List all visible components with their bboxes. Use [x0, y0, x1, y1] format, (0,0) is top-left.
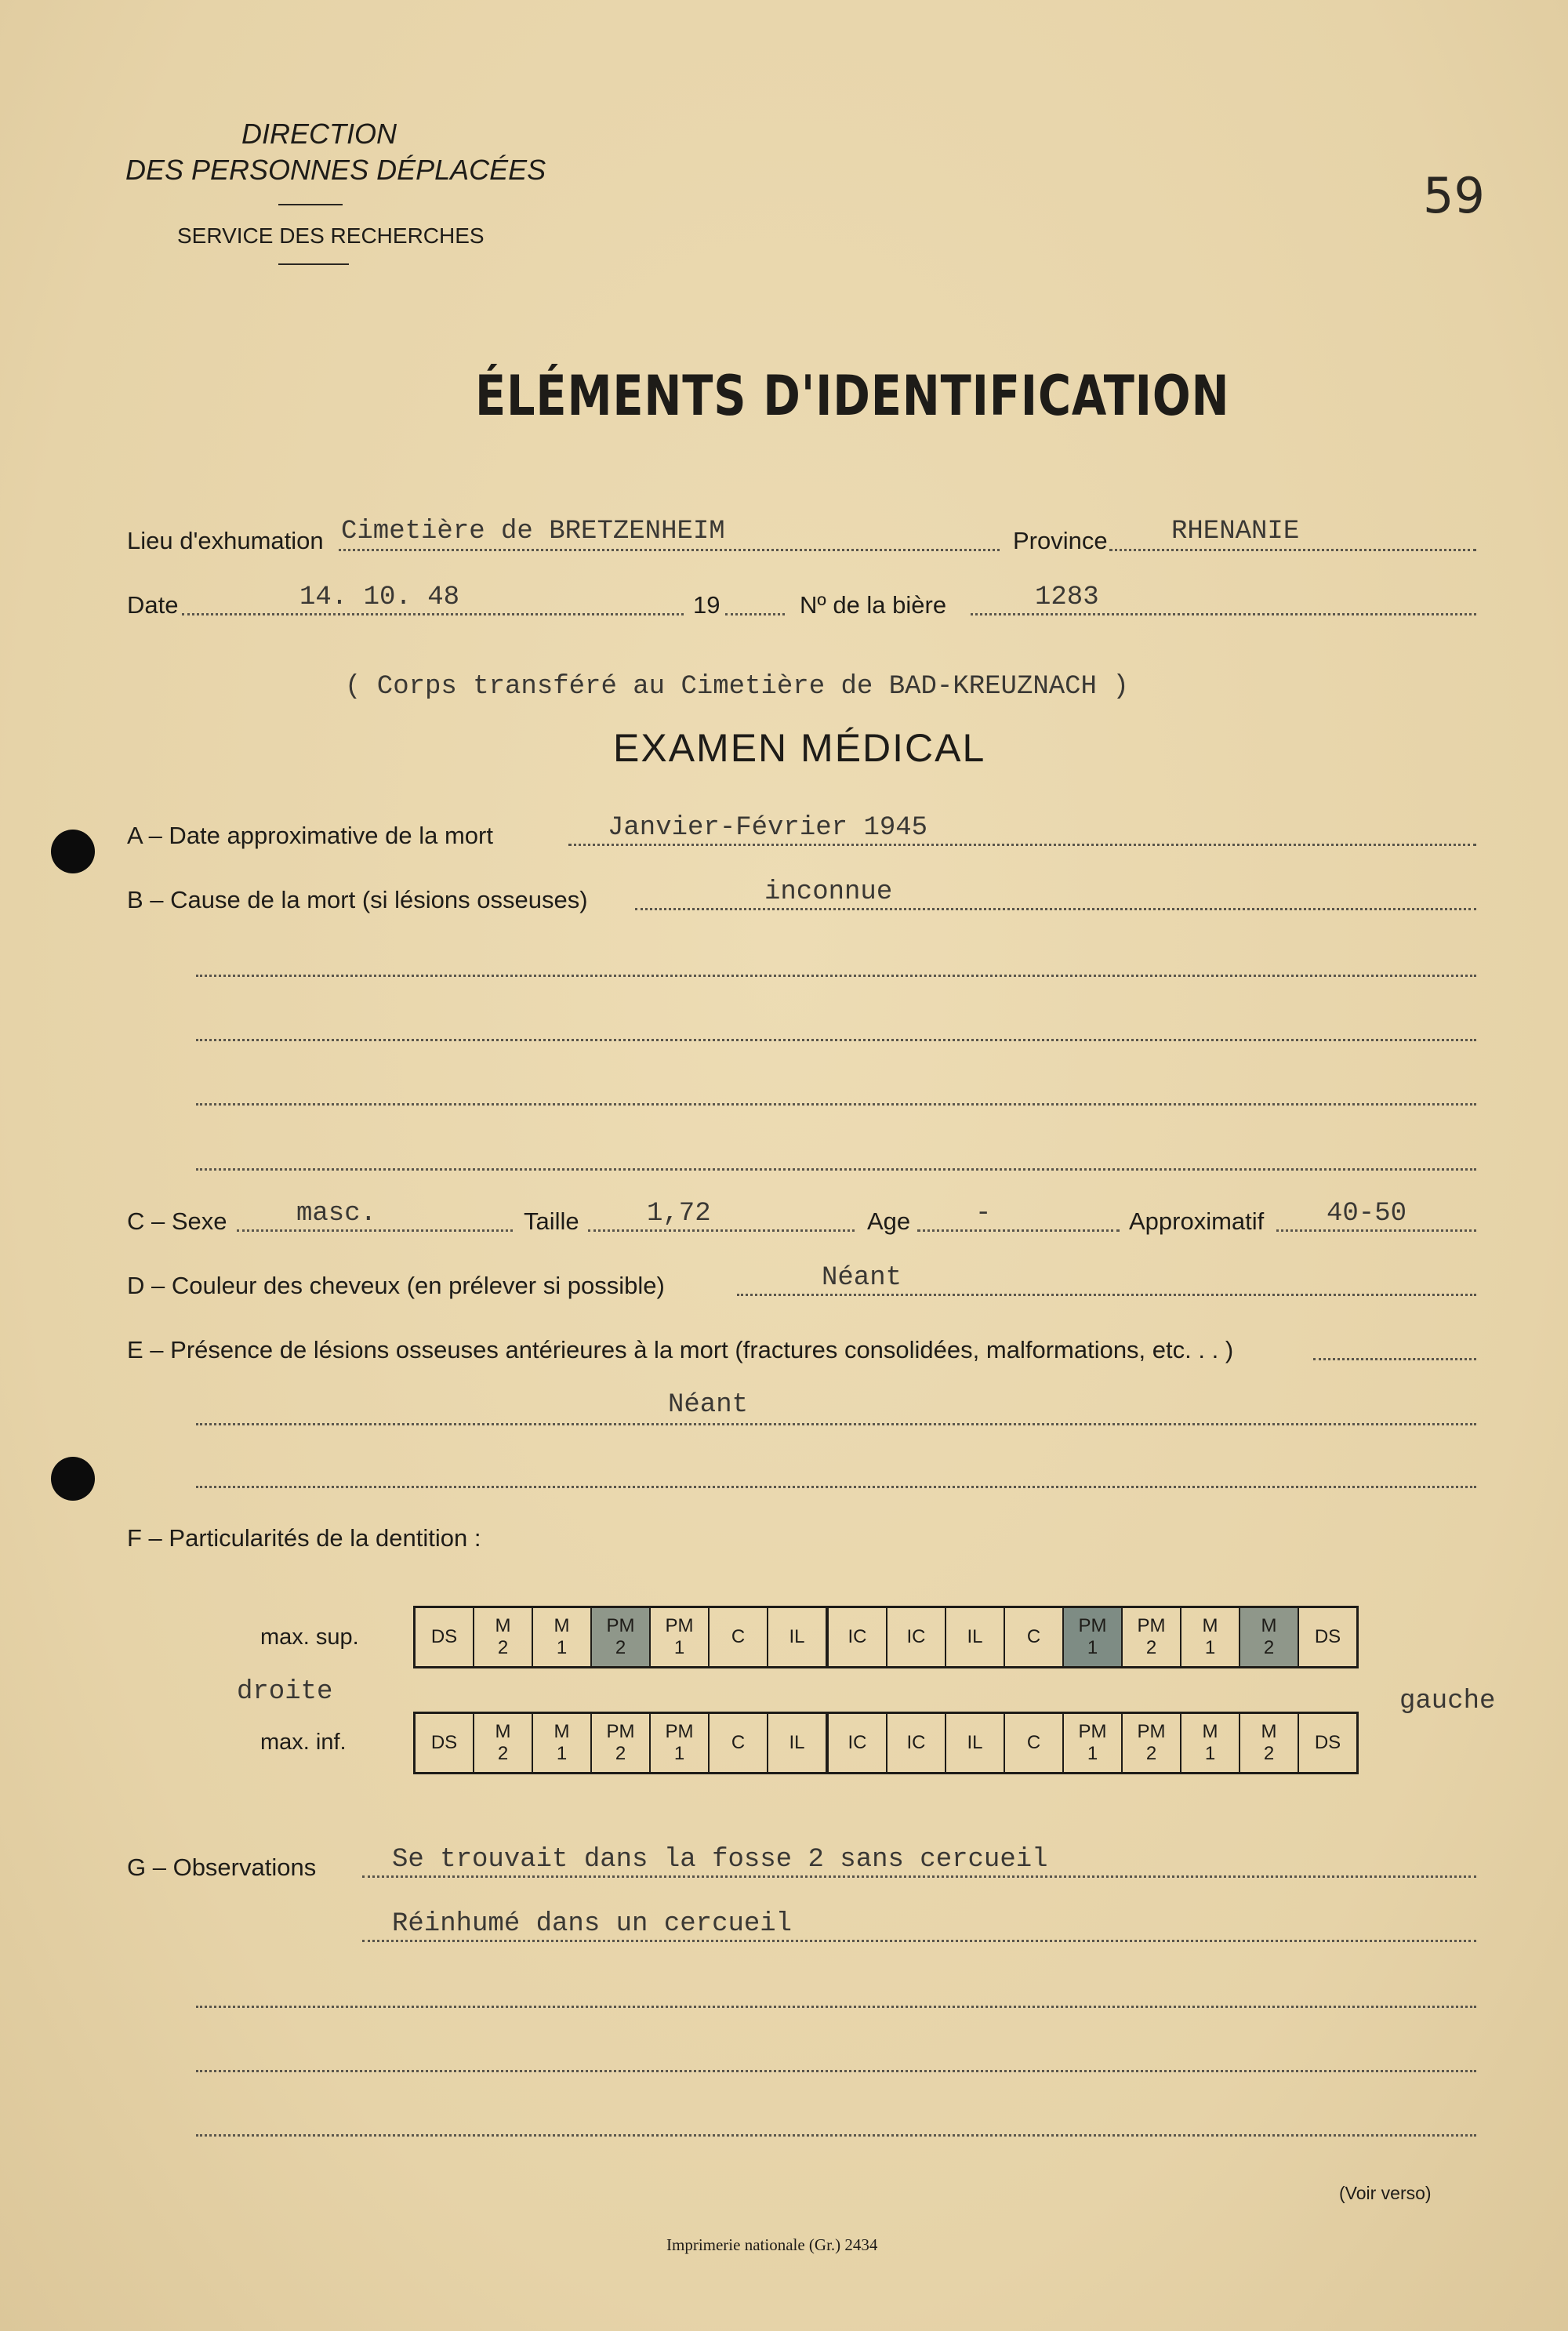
- a-date-mort-value: Janvier-Février 1945: [608, 813, 928, 843]
- tooth-lower-6: [709, 1713, 768, 1774]
- tooth-lower-3: [532, 1713, 591, 1774]
- tooth-type: M: [495, 1615, 511, 1636]
- b-extra-line-1: [196, 975, 1476, 977]
- tooth-number: 1: [1204, 1743, 1216, 1764]
- tooth-type: C: [1026, 1626, 1041, 1647]
- imprimerie-mark: Imprimerie nationale (Gr.) 2434: [666, 2235, 878, 2254]
- year-prefix: 19: [693, 591, 720, 619]
- page-number: 59: [1423, 167, 1485, 224]
- biere-label: Nº de la bière: [800, 591, 947, 619]
- tooth-lower-5: [650, 1713, 709, 1774]
- tooth-upper-10: [946, 1607, 1004, 1668]
- tooth-type: IC: [906, 1732, 926, 1753]
- tooth-number: 1: [673, 1743, 685, 1764]
- tooth-upper-13: [1122, 1607, 1181, 1668]
- biere-value: 1283: [1035, 583, 1099, 612]
- g-extra-line-2: [196, 2070, 1476, 2072]
- tooth-upper-14: [1181, 1607, 1240, 1668]
- g-extra-line-1: [196, 2006, 1476, 2008]
- g-extra-line-3: [196, 2134, 1476, 2137]
- transfer-note: ( Corps transféré au Cimetière de BAD-KREUZNACH ): [345, 672, 1129, 702]
- tooth-type: PM: [665, 1615, 694, 1636]
- tooth-type: PM: [606, 1615, 635, 1636]
- tooth-number: 2: [1263, 1743, 1275, 1764]
- tooth-lower-1: [415, 1713, 474, 1774]
- tooth-lower-8: [827, 1713, 887, 1774]
- tooth-lower-10: [946, 1713, 1004, 1774]
- lieu-line: [339, 549, 1000, 551]
- province-value: RHENANIE: [1171, 517, 1300, 546]
- date-line: [182, 613, 684, 615]
- page-title: ÉLÉMENTS D'IDENTIFICATION: [475, 364, 1230, 428]
- tooth-type: C: [731, 1732, 746, 1753]
- g-observations-label: G – Observations: [127, 1854, 317, 1881]
- d-cheveux-value: Néant: [822, 1263, 902, 1293]
- tooth-lower-4: [591, 1713, 650, 1774]
- taille-label: Taille: [524, 1207, 579, 1235]
- taille-value: 1,72: [647, 1199, 711, 1229]
- max-sup-label: max. sup.: [260, 1625, 359, 1650]
- tooth-type: DS: [1314, 1732, 1341, 1753]
- g-line-1: [362, 1875, 1476, 1878]
- tooth-upper-1: [415, 1607, 474, 1668]
- tooth-upper-4: [591, 1607, 650, 1668]
- tooth-number: 2: [1145, 1743, 1157, 1764]
- exam-title: EXAMEN MÉDICAL: [613, 726, 986, 770]
- tooth-type: PM: [606, 1721, 635, 1742]
- sexe-value: masc.: [296, 1199, 377, 1229]
- g-line-2: [362, 1940, 1476, 1942]
- header-personnes-deplacees: DES PERSONNES DÉPLACÉES: [125, 154, 546, 186]
- tooth-type: IL: [789, 1626, 805, 1647]
- header-rule-2: [278, 263, 349, 265]
- tooth-lower-15: [1240, 1713, 1298, 1774]
- year-line: [725, 613, 785, 615]
- tooth-number: 2: [497, 1637, 509, 1658]
- tooth-upper-7: [768, 1607, 827, 1668]
- g-observations-value-2: Réinhumé dans un cercueil: [392, 1909, 793, 1939]
- e-line: [1313, 1358, 1476, 1360]
- gauche-label: gauche: [1399, 1687, 1496, 1716]
- tooth-upper-8: [827, 1607, 887, 1668]
- tooth-upper-15: [1240, 1607, 1298, 1668]
- tooth-lower-16: [1298, 1713, 1358, 1774]
- tooth-lower-7: [768, 1713, 827, 1774]
- tooth-upper-16: [1298, 1607, 1358, 1668]
- approximatif-label: Approximatif: [1129, 1207, 1265, 1235]
- tooth-type: IL: [789, 1732, 805, 1753]
- tooth-number: 1: [556, 1743, 568, 1764]
- tooth-number: 2: [615, 1743, 626, 1764]
- a-date-mort-label: A – Date approximative de la mort: [127, 822, 493, 849]
- tooth-type: IC: [848, 1732, 867, 1753]
- tooth-type: C: [731, 1626, 746, 1647]
- c-sexe-label: C – Sexe: [127, 1207, 227, 1235]
- tooth-number: 2: [1145, 1637, 1157, 1658]
- tooth-lower-9: [887, 1713, 946, 1774]
- header-rule-1: [278, 204, 343, 205]
- b-cause-mort-label: B – Cause de la mort (si lésions osseuses): [127, 886, 588, 913]
- age-value: -: [975, 1199, 992, 1229]
- d-line: [737, 1294, 1476, 1296]
- tooth-upper-12: [1063, 1607, 1122, 1668]
- tooth-lower-13: [1122, 1713, 1181, 1774]
- tooth-type: M: [554, 1615, 570, 1636]
- tooth-type: IL: [967, 1732, 983, 1753]
- approximatif-line: [1276, 1229, 1476, 1232]
- voir-verso: (Voir verso): [1339, 2183, 1432, 2203]
- header-service: SERVICE DES RECHERCHES: [177, 223, 485, 248]
- province-label: Province: [1013, 527, 1108, 554]
- tooth-type: PM: [1137, 1721, 1166, 1742]
- tooth-type: M: [1261, 1615, 1277, 1636]
- b-extra-line-4: [196, 1168, 1476, 1171]
- tooth-number: 1: [673, 1637, 685, 1658]
- tooth-upper-2: [474, 1607, 532, 1668]
- g-observations-value-1: Se trouvait dans la fosse 2 sans cercueil: [392, 1845, 1048, 1875]
- age-line: [917, 1229, 1120, 1232]
- header-direction: DIRECTION: [241, 118, 397, 150]
- tooth-lower-12: [1063, 1713, 1122, 1774]
- tooth-type: DS: [430, 1732, 458, 1753]
- e-extra-line-1: [196, 1423, 1476, 1425]
- tooth-number: 1: [1087, 1637, 1098, 1658]
- punch-hole-top: [51, 830, 95, 873]
- tooth-number: 1: [1087, 1743, 1098, 1764]
- tooth-upper-6: [709, 1607, 768, 1668]
- e-lesions-value: Néant: [668, 1390, 749, 1420]
- approximatif-value: 40-50: [1327, 1199, 1407, 1229]
- tooth-type: M: [1202, 1721, 1218, 1742]
- tooth-type: DS: [430, 1626, 458, 1647]
- e-extra-line-2: [196, 1486, 1476, 1488]
- tooth-type: C: [1026, 1732, 1041, 1753]
- date-label: Date: [127, 591, 179, 619]
- tooth-upper-9: [887, 1607, 946, 1668]
- tooth-type: IC: [848, 1626, 867, 1647]
- tooth-lower-2: [474, 1713, 532, 1774]
- taille-line: [588, 1229, 855, 1232]
- tooth-upper-3: [532, 1607, 591, 1668]
- tooth-type: M: [495, 1721, 511, 1742]
- sexe-line: [237, 1229, 513, 1232]
- tooth-upper-11: [1004, 1607, 1063, 1668]
- tooth-number: 1: [1204, 1637, 1216, 1658]
- date-value: 14. 10. 48: [299, 583, 460, 612]
- tooth-type: PM: [1078, 1615, 1107, 1636]
- tooth-lower-11: [1004, 1713, 1063, 1774]
- b-line: [635, 908, 1476, 910]
- tooth-type: DS: [1314, 1626, 1341, 1647]
- d-cheveux-label: D – Couleur des cheveux (en prélever si possible): [127, 1272, 665, 1299]
- punch-hole-bottom: [51, 1457, 95, 1501]
- tooth-type: M: [1261, 1721, 1277, 1742]
- lieu-exhumation-value: Cimetière de BRETZENHEIM: [341, 517, 725, 546]
- b-extra-line-2: [196, 1039, 1476, 1041]
- dentition-lower-table: [413, 1712, 1359, 1774]
- tooth-type: M: [1202, 1615, 1218, 1636]
- tooth-type: IC: [906, 1626, 926, 1647]
- lieu-exhumation-label: Lieu d'exhumation: [127, 527, 324, 554]
- e-lesions-label: E – Présence de lésions osseuses antérieures à la mort (fractures consolidées, malformations, etc. . . ): [127, 1336, 1234, 1363]
- b-cause-mort-value: inconnue: [764, 877, 893, 907]
- max-inf-label: max. inf.: [260, 1730, 347, 1755]
- tooth-number: 2: [497, 1743, 509, 1764]
- f-dentition-label: F – Particularités de la dentition :: [127, 1524, 481, 1552]
- province-line: [1109, 549, 1476, 551]
- tooth-number: 1: [556, 1637, 568, 1658]
- age-label: Age: [867, 1207, 911, 1235]
- tooth-type: M: [554, 1721, 570, 1742]
- dentition-upper-table: [413, 1606, 1359, 1668]
- tooth-number: 2: [1263, 1637, 1275, 1658]
- tooth-type: PM: [1078, 1721, 1107, 1742]
- tooth-lower-14: [1181, 1713, 1240, 1774]
- tooth-type: IL: [967, 1626, 983, 1647]
- b-extra-line-3: [196, 1103, 1476, 1106]
- biere-line: [971, 613, 1476, 615]
- tooth-type: PM: [1137, 1615, 1166, 1636]
- a-line: [568, 844, 1476, 846]
- droite-label: droite: [237, 1677, 333, 1707]
- tooth-type: PM: [665, 1721, 694, 1742]
- tooth-upper-5: [650, 1607, 709, 1668]
- tooth-number: 2: [615, 1637, 626, 1658]
